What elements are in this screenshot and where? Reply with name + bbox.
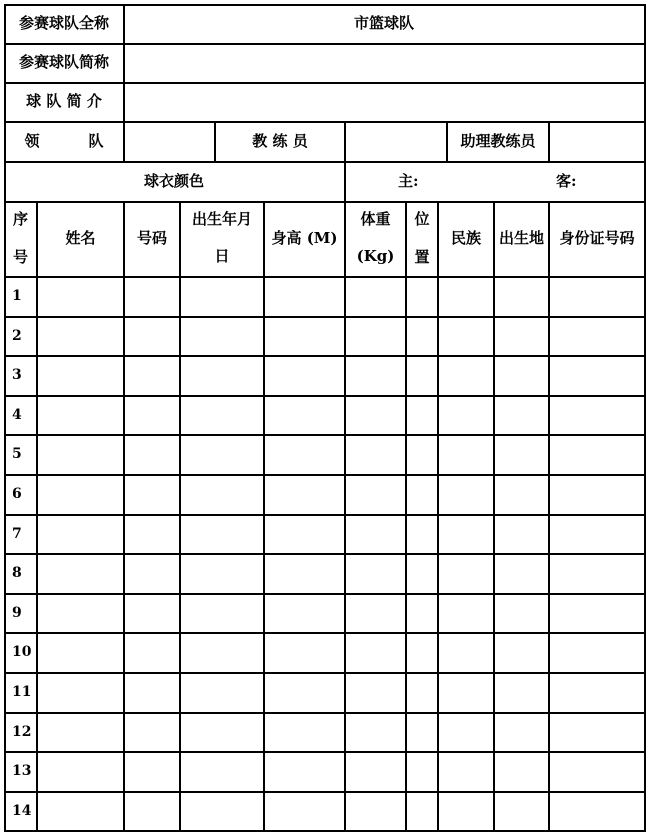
full-name-label: 参赛球队全称 [18,14,109,32]
col-name: 姓名 [65,229,96,247]
col-seq-part2: 号 [12,248,28,266]
border-line [4,395,646,397]
border-line [36,201,38,831]
leader-label-part1: 领 [24,132,40,150]
border-line [123,201,125,831]
border-line [4,514,646,516]
coach-field[interactable] [346,123,445,160]
col-birth-part1: 出生年月 [191,210,252,228]
short-name-field[interactable] [125,45,643,81]
row-number: 5 [12,446,22,462]
coach-label: 教 练 员 [252,132,308,150]
row-number: 12 [12,724,32,740]
col-birth-part2: 日 [214,247,230,265]
col-height: 身高 (M) [271,229,338,247]
border-line [4,276,646,278]
border-line [4,4,6,831]
border-line [4,316,646,318]
border-line [4,712,646,714]
row-number: 3 [12,367,22,383]
border-line [263,201,265,831]
border-line [4,830,646,832]
col-position-part2: 置 [414,248,430,266]
col-weight-part1: 体重 [360,210,391,228]
row-number: 7 [12,526,22,542]
border-line [4,593,646,595]
row-number: 2 [12,328,22,344]
border-line [4,632,646,634]
row-number: 8 [12,565,22,581]
col-number: 号码 [136,229,167,247]
leader-label-part2: 队 [88,132,104,150]
leader-field[interactable] [125,123,213,160]
row-number: 13 [12,763,32,779]
col-ethnicity: 民族 [450,229,481,247]
row-number: 1 [12,288,22,304]
border-line [4,553,646,555]
assistant-coach-label: 助理教练员 [460,132,536,150]
jersey-color-label: 球衣颜色 [143,172,204,190]
border-line [4,672,646,674]
border-line [493,201,495,831]
border-line [344,201,346,831]
col-seq-part1: 序 [12,210,28,228]
border-line [4,355,646,357]
home-color-label[interactable]: 主: [398,172,419,190]
border-line [548,201,550,831]
row-number: 6 [12,486,22,502]
border-line [4,791,646,793]
col-position-part1: 位 [414,210,430,228]
border-line [4,751,646,753]
col-id-number: 身份证号码 [559,229,635,247]
border-line [437,201,439,831]
row-number: 9 [12,605,22,621]
border-line [4,201,646,203]
intro-label: 球 队 简 介 [26,92,102,110]
border-line [4,4,646,6]
border-line [644,4,646,831]
intro-field[interactable] [125,84,643,120]
border-line [4,474,646,476]
border-line [4,434,646,436]
row-number: 4 [12,407,22,423]
border-line [4,161,646,163]
border-line [405,201,407,831]
row-number: 10 [12,644,32,660]
row-number: 11 [12,684,32,700]
row-number: 14 [12,803,32,819]
short-name-label: 参赛球队简称 [18,53,109,71]
full-name-value[interactable]: 市篮球队 [353,14,414,32]
border-line [179,201,181,831]
col-birthplace: 出生地 [498,229,544,247]
assistant-coach-field[interactable] [550,123,643,160]
away-color-label[interactable]: 客: [556,172,577,190]
col-weight-part2: (Kg) [356,247,395,265]
